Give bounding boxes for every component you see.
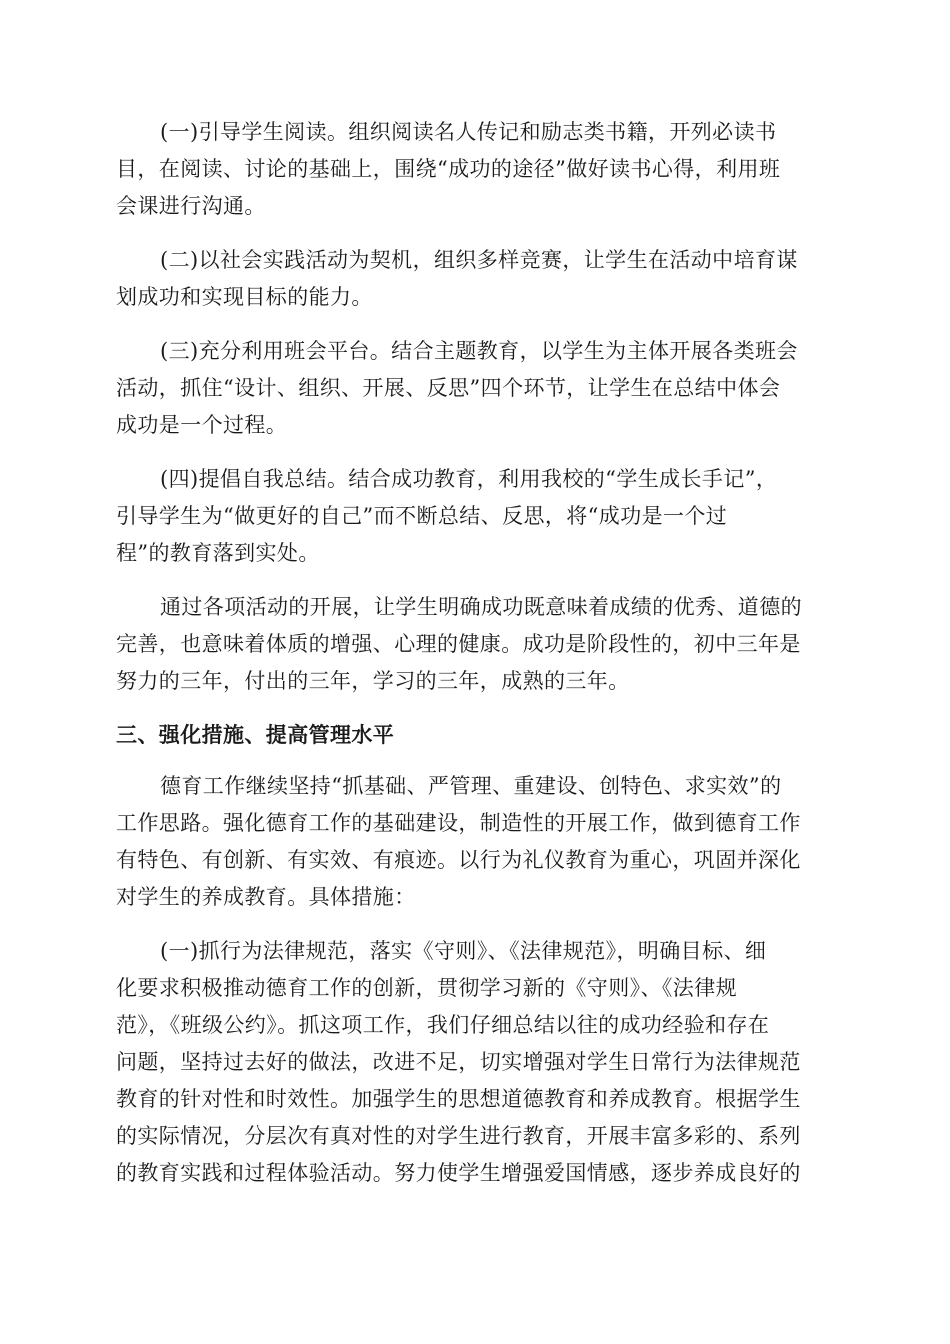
- text-line: 活动，抓住“设计、组织、开展、反思”四个环节，让学生在总结中体会: [116, 376, 781, 400]
- text-line: 化要求积极推动德育工作的创新，贯彻学习新的《守则》、《法律规: [116, 976, 737, 1000]
- section-heading: 三、强化措施、提高管理水平: [116, 723, 395, 747]
- paragraph-activities-summary: [116, 589, 832, 700]
- paragraph-behavior-norms: [116, 933, 832, 1192]
- text-line: 对学生的养成教育。具体措施：: [116, 885, 416, 909]
- text-line: 程”的教育落到实处。: [116, 541, 320, 565]
- text-line: 目，在阅读、讨论的基础上，围绕“成功的途径”做好读书心得，利用班: [116, 157, 781, 181]
- text-line: 教育的针对性和时效性。加强学生的思想道德教育和养成教育。根据学生: [116, 1087, 801, 1111]
- paragraph-moral-education: [116, 768, 832, 916]
- text-line: 会课进行沟通。: [116, 194, 266, 218]
- text-line: 德育工作继续坚持“抓基础、严管理、重建设、创特色、求实效”的: [160, 774, 782, 798]
- text-line: (三)充分利用班会平台。结合主题教育，以学生为主体开展各类班会: [160, 339, 798, 363]
- paragraph-guide-reading: [116, 114, 832, 225]
- text-line: 引导学生为“做更好的自己”而不断总结、反思，将“成功是一个过: [116, 504, 728, 528]
- text-line: (四)提倡自我总结。结合成功教育，利用我校的“学生成长手记”，: [160, 467, 778, 491]
- text-line: 的教育实践和过程体验活动。努力使学生增强爱国情感，逐步养成良好的: [116, 1161, 801, 1185]
- paragraph-class-meeting: [116, 333, 832, 444]
- text-line: 问题，坚持过去好的做法，改进不足，切实增强对学生日常行为法律规范: [116, 1050, 801, 1074]
- text-line: 努力的三年，付出的三年，学习的三年，成熟的三年。: [116, 669, 630, 693]
- text-line: 成功是一个过程。: [116, 413, 288, 437]
- text-line: 有特色、有创新、有实效、有痕迹。以行为礼仪教育为重心，巩固并深化: [116, 848, 801, 872]
- text-line: (二)以社会实践活动为契机，组织多样竞赛，让学生在活动中培育谋: [160, 248, 798, 272]
- paragraph-social-practice: [116, 242, 832, 316]
- paragraph-self-summary: [116, 461, 832, 572]
- text-line: 范》，《班级公约》。抓这项工作，我们仔细总结以往的成功经验和存在: [116, 1013, 770, 1037]
- text-line: 通过各项活动的开展，让学生明确成功既意味着成绩的优秀、道德的: [160, 595, 802, 619]
- text-line: 的实际情况，分层次有真对性的对学生进行教育，开展丰富多彩的、系列: [116, 1124, 801, 1148]
- text-line: 完善，也意味着体质的增强、心理的健康。成功是阶段性的，初中三年是: [116, 632, 801, 656]
- text-line: (一)抓行为法律规范，落实《守则》、《法律规范》，明确目标、细: [160, 939, 767, 963]
- document-body: [116, 114, 832, 1209]
- text-line: (一)引导学生阅读。组织阅读名人传记和励志类书籍，开列必读书: [160, 120, 777, 144]
- text-line: 划成功和实现目标的能力。: [116, 285, 373, 309]
- text-line: 工作思路。强化德育工作的基础建设，制造性的开展工作，做到德育工作: [116, 811, 801, 835]
